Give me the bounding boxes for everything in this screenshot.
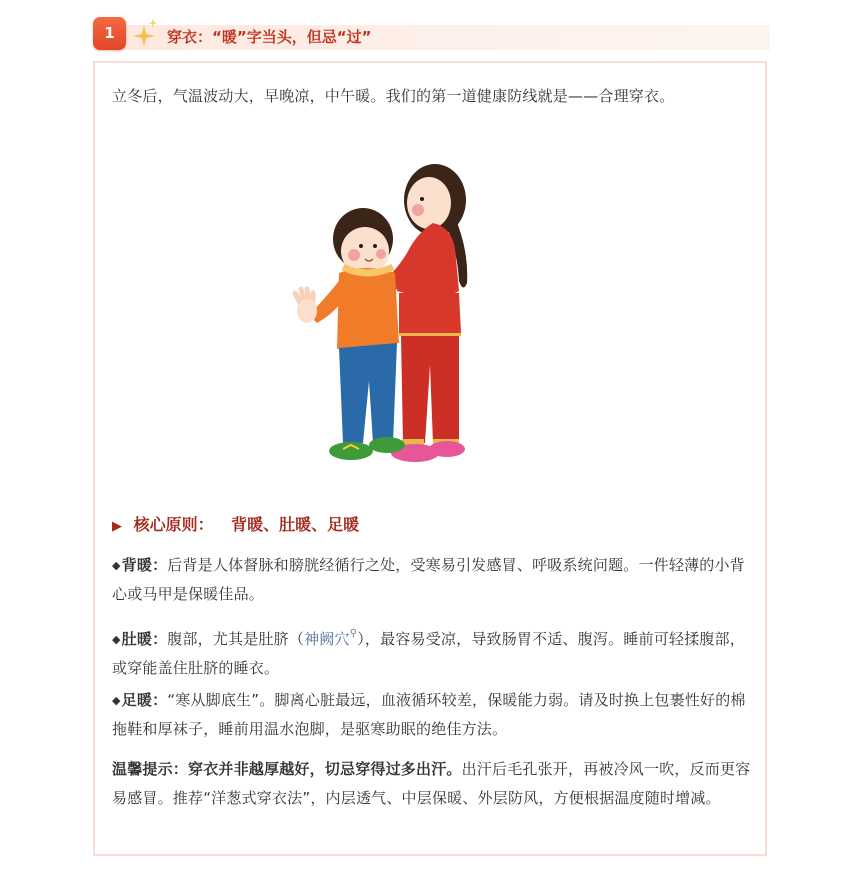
section-number-badge: 1 — [93, 17, 126, 50]
section-title: 穿衣：“暖”字当头，但忌“过” — [167, 28, 372, 46]
section-header — [93, 17, 770, 50]
diamond-bullet-icon: ◆ — [112, 694, 121, 707]
diamond-bullet-icon: ◆ — [112, 633, 121, 646]
intro-paragraph: 立冬后，气温波动大，早晚凉，中午暖。我们的第一道健康防线就是——合理穿衣。 — [112, 87, 675, 105]
acupoint-link[interactable]: 神阙穴 — [304, 630, 350, 648]
core-principle-label: 核心原则： — [133, 515, 214, 534]
core-principle-items: 背暖、肚暖、足暖 — [231, 515, 360, 534]
foot-warm-paragraph — [112, 686, 752, 744]
belly-warm-text-b: ），最容易受凉，导致肠胃不适、腹泻。睡前可轻揉腹部，或穿能盖住肚脐的睡衣。 — [112, 630, 745, 677]
warm-tip-paragraph — [112, 755, 752, 813]
warm-tip-text: 出汗后毛孔张开，再被冷风一吹，反而更容易感冒。推荐“洋葱式穿衣法”，内层透气、中层保暖、外层防风，方便根据温度随时增减。 — [112, 760, 751, 807]
belly-warm-paragraph — [112, 619, 752, 683]
mother-child-dressing-illustration — [287, 143, 535, 483]
back-warm-paragraph — [112, 551, 752, 609]
back-warm-text: 后背是人体督脉和膀胱经循行之处，受寒易引发感冒、呼吸系统问题。一件轻薄的小背心或马甲是保暖佳品。 — [112, 556, 745, 603]
core-principle-heading — [112, 513, 359, 539]
sparkle-icon — [133, 17, 159, 49]
belly-warm-text-a: 腹部，尤其是肚脐（ — [167, 630, 305, 648]
triangle-right-icon: ▶ — [112, 519, 122, 534]
diamond-bullet-icon: ◆ — [112, 559, 121, 572]
warm-tip-bold: 温馨提示：穿衣并非越厚越好，切忌穿得过多出汗。 — [112, 760, 462, 778]
content-card — [93, 61, 767, 856]
foot-warm-text: “寒从脚底生”。脚离心脏最远，血液循环较差，保暖能力弱。请及时换上包裹性好的棉拖鞋和厚袜子，睡前用温水泡脚，是驱寒助眠的绝佳方法。 — [112, 691, 746, 738]
foot-warm-label: 足暖： — [121, 691, 168, 709]
search-icon[interactable]: ⚲ — [349, 628, 358, 639]
back-warm-label: 背暖： — [121, 556, 168, 574]
belly-warm-label: 肚暖： — [121, 630, 168, 648]
